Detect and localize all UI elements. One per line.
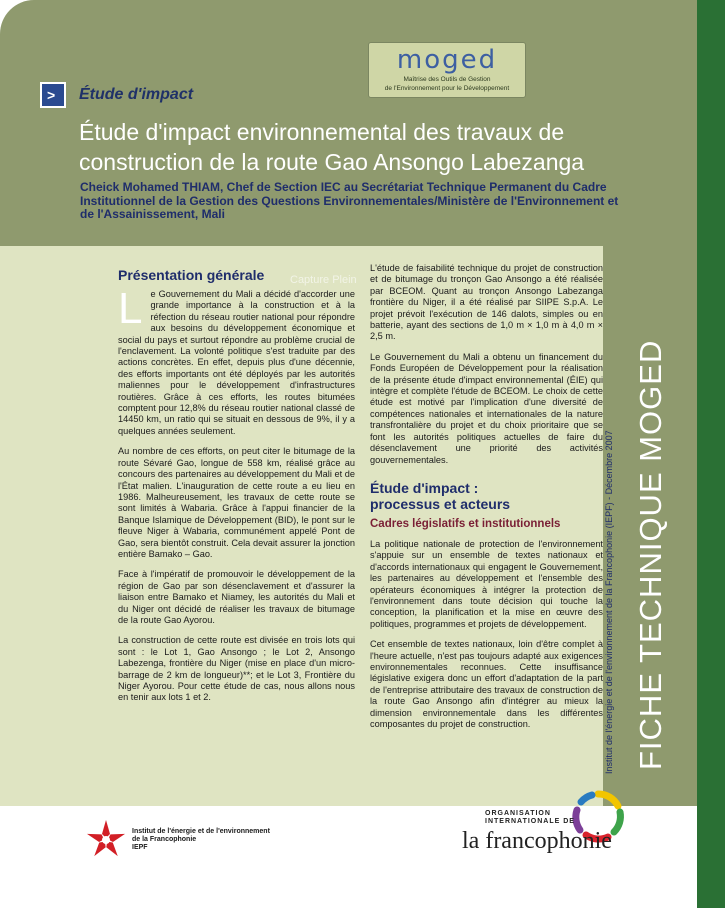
watermark-text: Capture Plein: [290, 274, 357, 286]
oif-line-2: INTERNATIONALE DE: [485, 818, 575, 825]
paragraph: Face à l'impératif de promouvoir le développement de la région de Gao par son désenclavement et d'assurer la liaison entre Bamako et Niamey, les autorités du Mali et du Niger ont décidé de réaliser les travaux de bitumage de la route Gao Ayorou.: [118, 569, 355, 625]
oif-line-1: ORGANISATION: [485, 810, 551, 817]
page-title: Étude d'impact environnemental des travaux de construction de la route Gao Ansongo Labezanga: [79, 119, 585, 175]
vertical-publisher-line: Institut de l'énergie et de l'environnement de la Francophonie (IEPF) - Décembre 2007: [604, 430, 614, 774]
paragraph: L'étude de faisabilité technique du projet de construction et de bitumage du tronçon Gao Ansongo a été réalisée par BCEOM. Quant au tronçon Ansongo Labezanga frontière du Niger, il a été réalisé par SIIPE S.p.A. Le projet prévoit l'exécution de 146 dalots, simples ou en batterie, ayant des sections de 1,0 m × 1,0 m à 4,0 m × 2,5 m.: [370, 263, 603, 342]
paragraph: La construction de cette route est divisée en trois lots qui sont : le Lot 1, Gao Ansongo ; le Lot 2, Ansongo Labezenga, frontière du Niger (mise en place d'un micro-barrage de 2 km de longueur)**; et le Lot 3, Frontière du Niger Ayorou. Pour cette étude de cas, nous allons nous en tenir aux lots 1 et 2.: [118, 635, 355, 703]
section-label: Étude d'impact: [79, 86, 194, 103]
section-heading-etude: [370, 480, 603, 512]
left-column: [118, 265, 355, 713]
iepf-logo-text: [132, 828, 312, 852]
moged-logo: [368, 42, 526, 98]
right-edge-stripe: [697, 0, 725, 908]
subheading-cadres: Cadres législatifs et institutionnels: [370, 517, 561, 530]
chevron-right-icon: >: [40, 82, 66, 108]
paragraph: La politique nationale de protection de l'environnement s'appuie sur un ensemble de textes nationaux et d'accords internationaux qui engagent le Gouvernement, les partenaires au développement et l'ensemble des opérateurs économiques à intégrer la protection de l'environnement dans toute décision qui touche la conception, la planification et la mise en œuvre des politiques, programmes et projets de développement.: [370, 538, 603, 629]
iepf-logo: [84, 816, 324, 866]
right-column: [370, 263, 603, 739]
section-heading-presentation: Présentation générale: [118, 267, 265, 283]
oif-line-3: la francophonie: [462, 828, 612, 854]
paragraph: [118, 284, 355, 437]
francophonie-logo: [458, 786, 638, 866]
iepf-line-3: IEPF: [132, 844, 148, 851]
paragraph: Cet ensemble de textes nationaux, loin d'être complet à l'heure actuelle, n'est pas toujours adapté aux exigences environnementales reconnues. Cette insuffisance législative exigera donc un effort d'adaptation de la part de l'entreprise attributaire des travaux de construction de la route Gao Ansongo afin d'intégrer au mieux la dimension environnementale dans les différentes composantes du projet de construction.: [370, 639, 603, 729]
author-line: Cheick Mohamed THIAM, Chef de Section IEC au Secrétariat Technique Permanent du Cadre Institutionnel de la Gestion des Questions Environnementales/Ministère de l'Environnement et de l'Assainissement, Mali: [80, 180, 619, 221]
iepf-line-2: de la Francophonie: [132, 836, 197, 843]
drop-cap: L: [118, 284, 143, 333]
moged-logo-subtitle-1: Maîtrise des Outils de Gestion: [403, 76, 491, 83]
iepf-star-icon: [84, 818, 128, 862]
moged-logo-title: moged: [396, 45, 498, 75]
section-heading-line1: Étude d'impact :: [370, 479, 479, 496]
vertical-fiche-title: FICHE TECHNIQUE MOGED: [633, 339, 668, 770]
paragraph: Le Gouvernement du Mali a obtenu un financement du Fonds Européen de Développement pour la réalisation de la présente étude d'impact environnemental (ÉIE) qui intègre et complète l'étude de BCEOM. Le choix de cette étude est motivé par l'implication d'une diversité de compétences nationales et internationales de la nature transfrontalière du projet et du choix prioritaire que se font les autorités politiques actuelles de faire du désenclavement une priorité des activités gouvernementales.: [370, 351, 603, 465]
section-heading-line2: processus et acteurs: [370, 495, 511, 512]
iepf-line-1: Institut de l'énergie et de l'environnement: [132, 828, 270, 835]
paragraph: Au nombre de ces efforts, on peut citer le bitumage de la route Sévaré Gao, longue de 558 km, réalisé grâce au concours des partenaires au développement du Mali et de l'État malien. L'inauguration de cette route a eu lieu en 1986. Malheureusement, les travaux de cette route se sont limités à Wabaria. Grâce à l'appui financier de la Banque Islamique de Développement (BID), le pont sur le fleuve Niger à Wabaria, communément appelé Pont de Gao, sera bientôt construit. Cela devait assurer la jonction entière Bamako – Gao.: [118, 446, 355, 559]
moged-logo-subtitle-2: de l'Environnement pour le Développement: [384, 85, 510, 92]
paragraph-text: e Gouvernement du Mali a décidé d'accorder une grande importance à la construction et à la réfection du réseau routier national pour répondre aux besoins du développement économique et social du pays et surtout répondre au problème crucial de l'enclavement. La volonté politique s'est traduite par des actions concrètes. En effet, depuis plus d'une décennie, des efforts importants ont été déployés par les autorités maliennes pour le développement d'infrastructures routières. Grâce à ces efforts, les routes bitumées comptent pour 12,8% du réseau routier national classé de 14450 km, un ratio qui se situait en dessous de 9%, il y a quelques années seulement.: [118, 289, 355, 436]
